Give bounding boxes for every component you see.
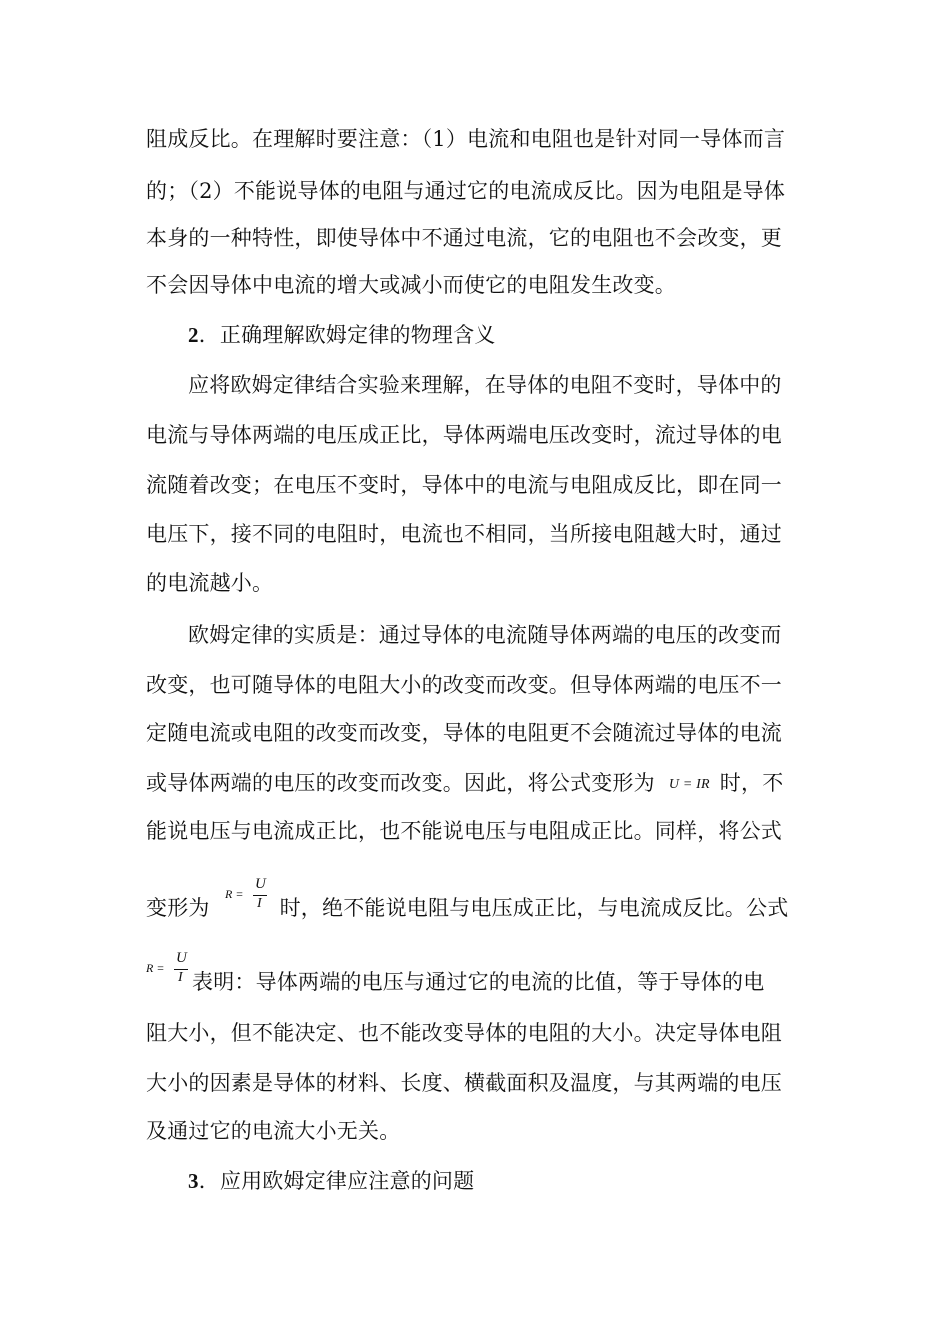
paragraph-line: 不会因导体中电流的增大或减小而使它的电阻发生改变。 <box>146 273 676 297</box>
text-segment: 表明：导体两端的电压与通过它的电流的比值，等于导体的电 <box>192 970 765 994</box>
paragraph-line: 阻大小，但不能决定、也不能改变导体的电阻的大小。决定导体电阻 <box>146 1021 782 1045</box>
paragraph-line: 改变，也可随导体的电阻大小的改变而改变。但导体两端的电压不一 <box>146 673 782 697</box>
formula-numerator: U <box>255 876 266 892</box>
paragraph-line: 大小的因素是导体的材料、长度、横截面积及温度，与其两端的电压 <box>146 1071 782 1095</box>
paragraph-line: 电压下，接不同的电阻时，电流也不相同，当所接电阻越大时，通过 <box>146 522 782 546</box>
formula-u-equals-ir: U = IR <box>668 777 710 792</box>
formula-r-equals-u-over-i <box>225 876 271 916</box>
formula-denominator: I <box>257 896 262 911</box>
text-segment: 时，不 <box>719 771 784 795</box>
paragraph-line: 及通过它的电流大小无关。 <box>146 1119 401 1143</box>
text-segment: 或导体两端的电压的改变而改变。因此，将公式变形为 <box>146 771 655 795</box>
paragraph-line <box>146 967 806 997</box>
heading-number: 3 <box>188 1169 199 1193</box>
section-heading-2 <box>188 320 806 350</box>
paragraph-line: 的；（2）不能说导体的电阻与通过它的电流成反比。因为电阻是导体 <box>146 179 786 203</box>
text-segment: 时，绝不能说电阻与电压成正比，与电流成反比。公式 <box>279 896 789 920</box>
paragraph-line: 流随着改变；在电压不变时，导体中的电流与电阻成反比，即在同一 <box>146 473 782 497</box>
formula-denominator: I <box>178 970 183 985</box>
paragraph-line: 欧姆定律的实质是：通过导体的电流随导体两端的电压的改变而 <box>188 623 782 647</box>
paragraph-line: 电流与导体两端的电压成正比，导体两端电压改变时，流过导体的电 <box>146 423 782 447</box>
formula-lhs: R = <box>146 961 165 975</box>
paragraph-line: 能说电压与电流成正比，也不能说电压与电阻成正比。同样，将公式 <box>146 819 782 843</box>
heading-number: 2 <box>188 323 199 347</box>
heading-text: ．正确理解欧姆定律的物理含义 <box>198 323 496 347</box>
paragraph-line: 应将欧姆定律结合实验来理解，在导体的电阻不变时，导体中的 <box>188 373 782 397</box>
section-heading-3 <box>188 1166 806 1196</box>
heading-text: ．应用欧姆定律应注意的问题 <box>198 1169 475 1193</box>
text-segment: 变形为 <box>146 896 210 920</box>
paragraph-line: 阻成反比。在理解时要注意：（1）电流和电阻也是针对同一导体而言 <box>146 127 786 151</box>
formula-numerator: U <box>176 950 187 966</box>
paragraph-line <box>146 768 806 800</box>
formula-lhs: R = <box>225 887 244 901</box>
formula-r-equals-u-over-i <box>146 950 192 990</box>
paragraph-line: 的电流越小。 <box>146 571 274 595</box>
paragraph-line: 本身的一种特性，即使导体中不通过电流，它的电阻也不会改变，更 <box>146 226 782 250</box>
paragraph-line: 定随电流或电阻的改变而改变，导体的电阻更不会随流过导体的电流 <box>146 721 782 745</box>
